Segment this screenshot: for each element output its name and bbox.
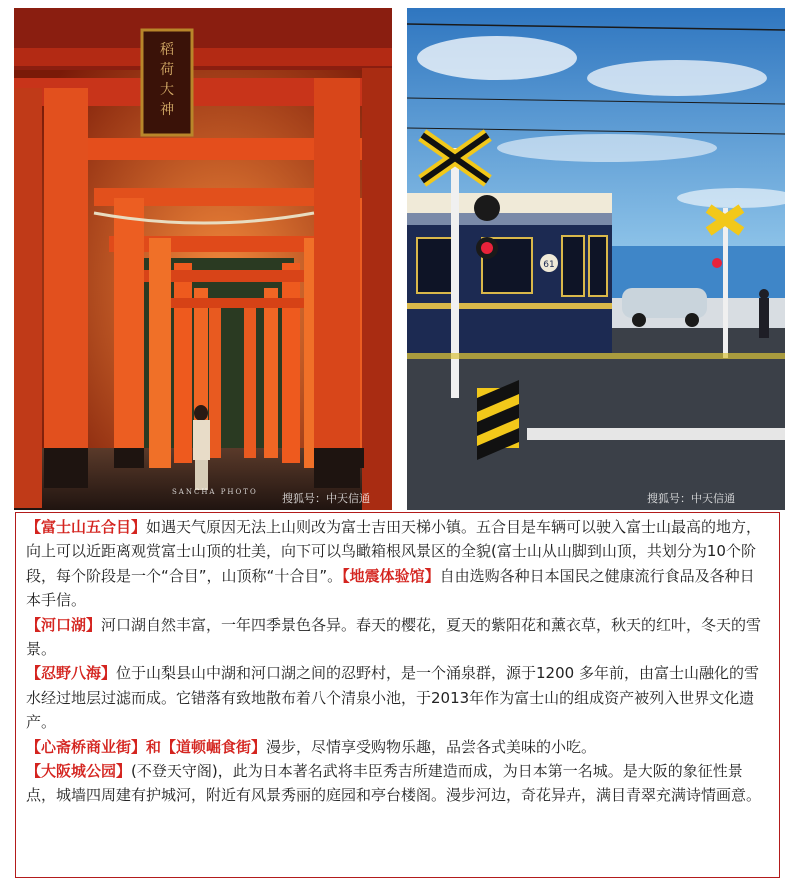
photo-credit: SANCHA PHOTO: [172, 488, 258, 496]
attraction-paragraph: [26, 613, 769, 662]
railway-crossing-photo: [407, 8, 785, 510]
attraction-paragraph: [26, 515, 769, 613]
attraction-description: 自由选购各种日本国民之健康流行食品及各种日本手信。: [26, 566, 755, 610]
watermark: [647, 490, 735, 506]
train-number: 61: [543, 260, 555, 270]
attraction-title: 【河口湖】: [26, 615, 102, 634]
railway-crossing-illustration: [407, 8, 785, 510]
attraction-paragraph: [26, 735, 769, 759]
attraction-paragraph: [26, 661, 769, 734]
attraction-title: 【忍野八海】: [26, 664, 117, 683]
watermark-text: 搜狐号：中天信通: [647, 492, 735, 505]
attraction-description: 位于山梨县山中湖和河口湖之间的忍野村，是一个涌泉群，源于1200 多年前，由富士山融化的雪水经过地层过滤而成。它错落有致地散布着八个清泉小池，于2013年作为富士山的组成资产被列入世界文化遗产。: [26, 664, 759, 732]
plaque-char: 神: [160, 102, 174, 118]
attraction-paragraph: [26, 759, 769, 808]
watermark: [282, 490, 370, 506]
attraction-title: 【大阪城公园】: [26, 762, 132, 781]
plaque-char: 大: [160, 82, 174, 98]
torii-tunnel-illustration: [14, 8, 392, 510]
attraction-title: 【地震体验馆】: [342, 566, 440, 585]
attraction-title: 【心斋桥商业街】和【道顿崛食街】: [26, 737, 267, 756]
attraction-description: 河口湖自然丰富，一年四季景色各异。春天的樱花，夏天的紫阳花和薰衣草，秋天的红叶，冬天的雪景。: [26, 615, 762, 659]
attraction-description: (不登天守阁)，此为日本著名武将丰臣秀吉所建造而成，为日本第一名城。是大阪的象征性景点，城墙四周建有护城河，附近有风景秀丽的庭园和亭台楼阁。漫步河边，奇花异卉，满目青翠充满诗情画意。: [26, 762, 762, 805]
plaque-char: 荷: [160, 62, 174, 78]
attraction-title: 【富士山五合目】: [26, 518, 147, 536]
watermark-text: 搜狐号：中天信通: [282, 492, 370, 505]
torii-gate-photo: [14, 8, 392, 510]
plaque-char: 稻: [160, 42, 174, 58]
itinerary-description: [15, 512, 780, 878]
attraction-description: 如遇天气原因无法上山则改为富士吉田天梯小镇。五合目是车辆可以驶入富士山最高的地方，向上可以近距离观赏富士山顶的壮美，向下可以鸟瞰箱根风景区的全貌(富士山从山脚到山顶，共划分为10个阶段，每个阶段是一个“合目”，山顶称“十合目”。: [26, 518, 762, 585]
attraction-description: 漫步，尽情享受购物乐趣，品尝各式美味的小吃。: [266, 737, 597, 756]
